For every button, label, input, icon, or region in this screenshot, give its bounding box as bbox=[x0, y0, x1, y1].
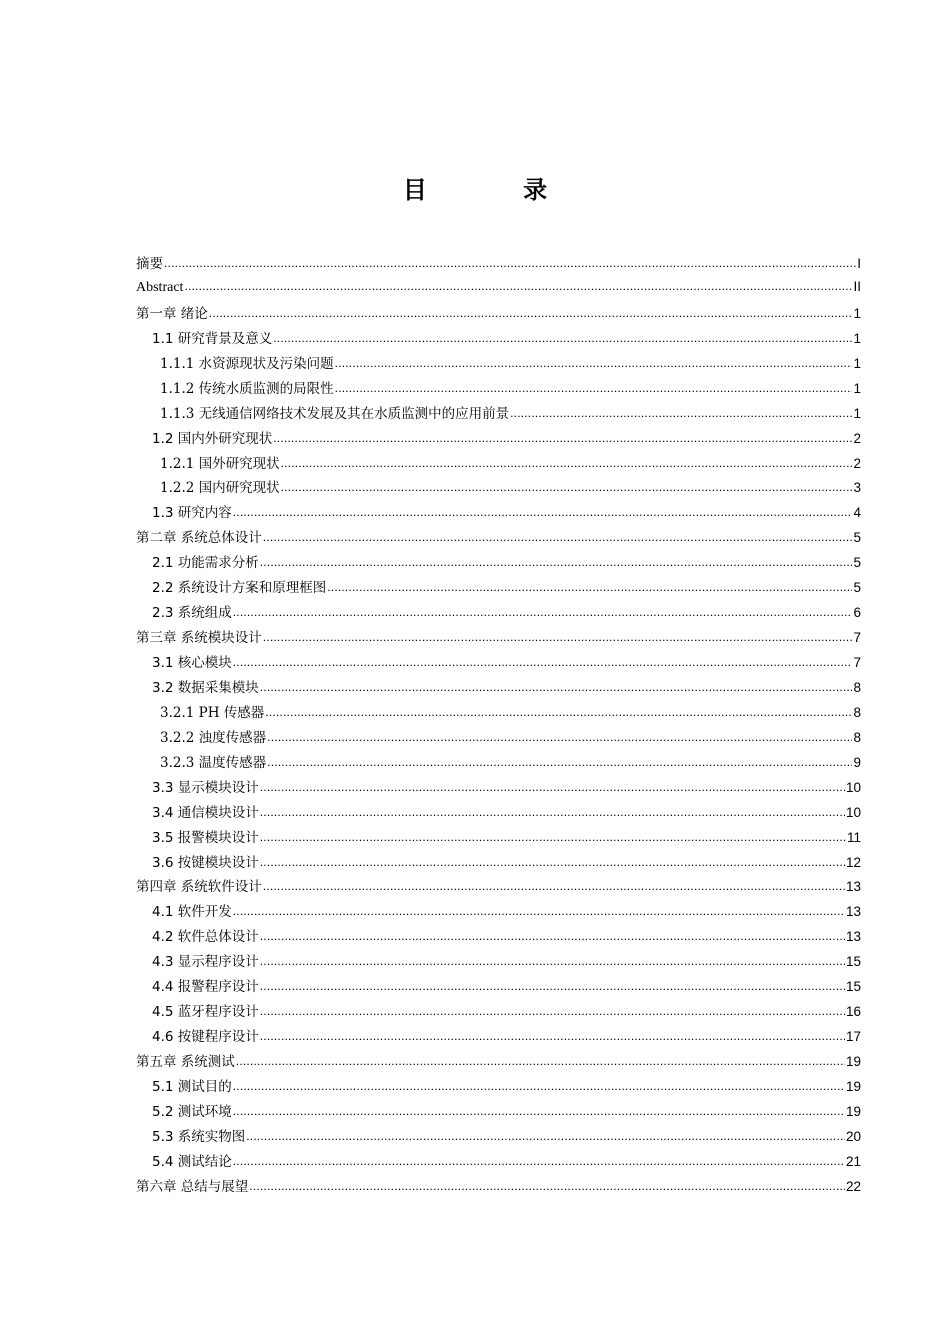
toc-entry-label: 1.2.2 国内研究现状 bbox=[160, 480, 280, 497]
toc-entry[interactable] bbox=[136, 526, 861, 551]
toc-entry-page-number: 12 bbox=[845, 854, 861, 870]
toc-entry-page-number: 11 bbox=[846, 829, 861, 845]
toc-dot-leader bbox=[265, 703, 852, 717]
toc-entry-label: 4.3 显示程序设计 bbox=[152, 954, 259, 971]
toc-entry[interactable] bbox=[136, 975, 861, 1000]
toc-dot-leader bbox=[281, 454, 853, 468]
toc-entry[interactable] bbox=[136, 701, 861, 726]
toc-entry[interactable] bbox=[136, 751, 861, 776]
toc-entry[interactable] bbox=[136, 327, 861, 352]
toc-dot-leader bbox=[260, 803, 845, 817]
toc-entry-label: 1.1.1 水资源现状及污染问题 bbox=[160, 355, 334, 372]
toc-dot-leader bbox=[233, 653, 853, 667]
toc-entry[interactable] bbox=[136, 377, 861, 402]
toc-entry[interactable] bbox=[136, 1100, 861, 1125]
toc-entry[interactable] bbox=[136, 1000, 861, 1025]
toc-dot-leader bbox=[260, 678, 853, 692]
toc-entry-label: 5.3 系统实物图 bbox=[152, 1128, 246, 1145]
toc-dot-leader bbox=[260, 1027, 845, 1041]
toc-dot-leader bbox=[260, 1002, 845, 1016]
toc-entry-label: 2.3 系统组成 bbox=[152, 605, 232, 622]
toc-entry[interactable] bbox=[136, 1025, 861, 1050]
toc-entry-page-number: 8 bbox=[853, 679, 861, 695]
toc-entry-label: 3.3 显示模块设计 bbox=[152, 779, 259, 796]
toc-entry-label: 摘要 bbox=[136, 256, 163, 272]
toc-entry-label: 2.2 系统设计方案和原理框图 bbox=[152, 580, 327, 597]
toc-dot-leader bbox=[233, 1152, 845, 1166]
toc-entry[interactable] bbox=[136, 302, 861, 327]
toc-dot-leader bbox=[260, 553, 853, 567]
toc-entry-label: 1.1.3 无线通信网络技术发展及其在水质监测中的应用前景 bbox=[160, 405, 510, 422]
toc-dot-leader bbox=[263, 528, 853, 542]
toc-entry-label: 3.5 报警模块设计 bbox=[152, 829, 259, 846]
toc-entry[interactable] bbox=[136, 501, 861, 526]
toc-dot-leader bbox=[260, 977, 845, 991]
table-of-contents bbox=[136, 252, 861, 1200]
toc-entry[interactable] bbox=[136, 900, 861, 925]
toc-entry-label: 4.5 蓝牙程序设计 bbox=[152, 1004, 259, 1021]
toc-entry[interactable] bbox=[136, 476, 861, 501]
toc-dot-leader bbox=[184, 277, 852, 291]
toc-entry-page-number: 4 bbox=[853, 505, 861, 521]
toc-entry-label: 第五章 系统测试 bbox=[136, 1054, 235, 1070]
toc-entry-page-number: 1 bbox=[853, 380, 861, 396]
toc-entry-page-number: 2 bbox=[853, 430, 861, 446]
toc-entry-label: 1.1.2 传统水质监测的局限性 bbox=[160, 380, 334, 397]
toc-entry-page-number: 5 bbox=[853, 580, 861, 596]
toc-dot-leader bbox=[510, 404, 852, 418]
toc-dot-leader bbox=[267, 753, 852, 767]
toc-entry[interactable] bbox=[136, 1075, 861, 1100]
toc-dot-leader bbox=[164, 254, 856, 268]
toc-entry-label: 3.2 数据采集模块 bbox=[152, 679, 259, 696]
toc-entry[interactable] bbox=[136, 626, 861, 651]
toc-entry-page-number: 16 bbox=[845, 1004, 861, 1020]
toc-entry[interactable] bbox=[136, 551, 861, 576]
toc-entry[interactable] bbox=[136, 277, 861, 302]
toc-entry-page-number: 19 bbox=[845, 1054, 861, 1069]
toc-entry-page-number: 5 bbox=[853, 530, 861, 546]
toc-dot-leader bbox=[260, 952, 845, 966]
toc-entry-page-number: 1 bbox=[853, 355, 861, 371]
toc-dot-leader bbox=[236, 1052, 845, 1066]
toc-entry[interactable] bbox=[136, 1175, 861, 1200]
toc-dot-leader bbox=[260, 853, 845, 867]
toc-entry[interactable] bbox=[136, 252, 861, 277]
toc-dot-leader bbox=[246, 1127, 845, 1141]
toc-entry-page-number: 20 bbox=[845, 1128, 861, 1144]
toc-dot-leader bbox=[263, 877, 845, 891]
toc-entry-label: 1.2.1 国外研究现状 bbox=[160, 455, 280, 472]
toc-entry-page-number: 15 bbox=[845, 954, 861, 970]
toc-dot-leader bbox=[335, 379, 853, 393]
toc-entry[interactable] bbox=[136, 851, 861, 876]
toc-entry-page-number: 10 bbox=[845, 804, 861, 820]
toc-entry-label: 第六章 总结与展望 bbox=[136, 1178, 249, 1195]
toc-entry[interactable] bbox=[136, 651, 861, 676]
toc-entry-page-number: II bbox=[853, 278, 861, 294]
toc-entry-page-number: 21 bbox=[845, 1153, 861, 1169]
toc-dot-leader bbox=[327, 578, 852, 592]
toc-entry-page-number: 13 bbox=[845, 904, 861, 920]
toc-entry-label: 4.4 报警程序设计 bbox=[152, 979, 259, 996]
toc-entry-page-number: 1 bbox=[853, 330, 861, 346]
toc-entry-page-number: 17 bbox=[845, 1029, 861, 1045]
toc-dot-leader bbox=[335, 354, 853, 368]
toc-entry[interactable] bbox=[136, 726, 861, 751]
toc-dot-leader bbox=[233, 503, 853, 517]
toc-entry-label: 3.2.1 PH 传感器 bbox=[160, 704, 265, 721]
toc-entry-page-number: 1 bbox=[853, 405, 861, 421]
toc-title: 目 录 bbox=[402, 176, 592, 204]
toc-dot-leader bbox=[233, 902, 845, 916]
toc-entry-label: 2.1 功能需求分析 bbox=[152, 555, 259, 572]
toc-entry-label: 1.2 国内外研究现状 bbox=[152, 430, 273, 447]
toc-entry[interactable] bbox=[136, 826, 861, 851]
toc-dot-leader bbox=[249, 1177, 845, 1191]
toc-entry-page-number: I bbox=[857, 256, 861, 271]
toc-entry[interactable] bbox=[136, 776, 861, 801]
toc-entry-label: 3.1 核心模块 bbox=[152, 655, 232, 671]
toc-entry-label: Abstract bbox=[136, 279, 184, 295]
toc-entry-page-number: 13 bbox=[845, 929, 861, 945]
toc-entry-page-number: 5 bbox=[853, 555, 861, 571]
toc-dot-leader bbox=[273, 329, 852, 343]
toc-dot-leader bbox=[267, 728, 852, 742]
toc-dot-leader bbox=[273, 429, 852, 443]
toc-entry[interactable] bbox=[136, 950, 861, 975]
toc-dot-leader bbox=[263, 628, 853, 642]
toc-entry-page-number: 8 bbox=[853, 704, 861, 720]
toc-dot-leader bbox=[260, 828, 846, 842]
toc-dot-leader bbox=[281, 478, 853, 492]
toc-dot-leader bbox=[233, 1102, 845, 1116]
toc-dot-leader bbox=[260, 778, 845, 792]
toc-entry-page-number: 15 bbox=[845, 979, 861, 995]
toc-entry-page-number: 6 bbox=[853, 605, 861, 621]
toc-entry[interactable] bbox=[136, 576, 861, 601]
toc-entry-label: 5.1 测试目的 bbox=[152, 1078, 232, 1095]
toc-entry-page-number: 9 bbox=[853, 754, 861, 770]
toc-entry-page-number: 19 bbox=[845, 1103, 861, 1119]
toc-entry-label: 5.2 测试环境 bbox=[152, 1103, 232, 1120]
toc-entry[interactable] bbox=[136, 875, 861, 900]
toc-entry[interactable] bbox=[136, 1050, 861, 1075]
toc-entry-page-number: 13 bbox=[845, 879, 861, 895]
toc-dot-leader bbox=[233, 603, 853, 617]
toc-dot-leader bbox=[260, 927, 845, 941]
toc-entry[interactable] bbox=[136, 1150, 861, 1175]
toc-entry-label: 1.3 研究内容 bbox=[152, 505, 232, 522]
toc-entry-page-number: 8 bbox=[853, 729, 861, 745]
toc-entry-label: 第四章 系统软件设计 bbox=[136, 879, 262, 896]
toc-entry[interactable] bbox=[136, 452, 861, 477]
toc-entry-page-number: 22 bbox=[845, 1178, 861, 1194]
toc-entry-label: 第一章 绪论 bbox=[136, 305, 208, 322]
toc-entry-label: 3.6 按键模块设计 bbox=[152, 854, 259, 871]
toc-entry-label: 4.2 软件总体设计 bbox=[152, 929, 259, 946]
toc-entry-page-number: 3 bbox=[853, 480, 861, 496]
toc-entry-page-number: 7 bbox=[853, 630, 861, 646]
toc-entry-page-number: 2 bbox=[853, 455, 861, 471]
toc-entry-label: 5.4 测试结论 bbox=[152, 1153, 232, 1170]
toc-entry-page-number: 19 bbox=[845, 1078, 861, 1094]
toc-entry-label: 4.6 按键程序设计 bbox=[152, 1029, 259, 1046]
toc-entry[interactable] bbox=[136, 801, 861, 826]
toc-entry-label: 3.2.2 浊度传感器 bbox=[160, 729, 267, 746]
toc-dot-leader bbox=[233, 1077, 845, 1091]
toc-entry[interactable] bbox=[136, 1125, 861, 1150]
toc-dot-leader bbox=[209, 304, 853, 318]
toc-entry-label: 3.4 通信模块设计 bbox=[152, 804, 259, 821]
toc-entry[interactable] bbox=[136, 925, 861, 950]
toc-entry[interactable] bbox=[136, 402, 861, 427]
toc-entry[interactable] bbox=[136, 676, 861, 701]
toc-entry-page-number: 7 bbox=[853, 655, 861, 670]
toc-entry-label: 第三章 系统模块设计 bbox=[136, 630, 262, 647]
toc-entry[interactable] bbox=[136, 352, 861, 377]
toc-entry-page-number: 1 bbox=[853, 305, 861, 321]
toc-entry-label: 4.1 软件开发 bbox=[152, 904, 232, 921]
toc-entry-label: 第二章 系统总体设计 bbox=[136, 530, 262, 547]
toc-entry[interactable] bbox=[136, 601, 861, 626]
toc-entry[interactable] bbox=[136, 427, 861, 452]
toc-entry-label: 1.1 研究背景及意义 bbox=[152, 330, 273, 347]
toc-entry-label: 3.2.3 温度传感器 bbox=[160, 754, 267, 771]
toc-entry-page-number: 10 bbox=[845, 779, 861, 795]
